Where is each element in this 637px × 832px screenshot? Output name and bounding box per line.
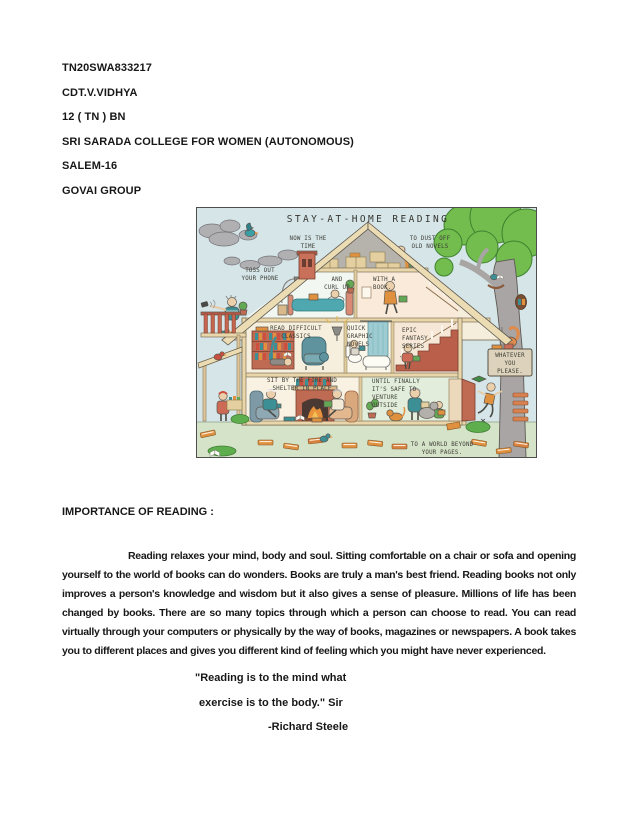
label-venture-4: OUTSIDE xyxy=(372,403,398,409)
bed-person xyxy=(331,290,339,298)
label-classics-1: READ DIFFICULT xyxy=(270,326,322,332)
student-header-block xyxy=(62,56,354,203)
stay-at-home-reading-illustration xyxy=(196,207,537,458)
label-now-2: TIME xyxy=(300,244,316,250)
quote-block xyxy=(195,666,348,740)
illustration-title: STAY-AT-HOME READING xyxy=(286,214,450,225)
label-fantasy-1: EPIC xyxy=(402,328,417,334)
quote-line-1: "Reading is to the mind what xyxy=(195,672,347,684)
label-book-1: WITH A xyxy=(373,277,396,283)
header-line-college: SRI SARADA COLLEGE FOR WOMEN (AUTONOMOUS) xyxy=(62,135,354,148)
body-paragraph: Reading relaxes your mind, body and soul. Sitting comfortable on a chair or sofa and opening yourself to the world of books can do wonders. Books are truly a man's best friend. Reading books not only improves a person's knowledge and wisdom but it also gives a sense of pleasure. Millions of life has been changed by books. There are so many topics through which a person can choose to read. You can read virtually through your computers or physically by the way of books, magazines or newspapers. A book takes you to different places and gives you different kind of feeling which you might have never experienced. xyxy=(62,550,576,657)
label-world-1: TO A WORLD BEYOND xyxy=(410,442,474,448)
section-heading: IMPORTANCE OF READING : xyxy=(62,506,214,518)
doorway xyxy=(449,379,462,421)
label-graphic-3: NOVELS xyxy=(347,342,370,348)
label-dust-2: OLD NOVELS xyxy=(411,244,449,250)
header-line-id: TN20SWA833217 xyxy=(62,62,152,74)
bathtub xyxy=(363,356,390,367)
label-venture-2: IT'S SAFE TO xyxy=(372,387,417,393)
quote-attribution: -Richard Steele xyxy=(268,721,349,733)
quote-line-2: exercise is to the body." Sir xyxy=(199,696,343,709)
label-fantasy-3: SERIES xyxy=(402,344,425,350)
label-now-1: NOW IS THE xyxy=(289,236,327,242)
label-whatever-2: YOU xyxy=(504,361,516,367)
label-graphic-2: GRAPHIC xyxy=(347,334,373,340)
label-fantasy-2: FANTASY xyxy=(402,336,428,342)
label-toss-1: TOSS OUT xyxy=(245,268,275,274)
open-door xyxy=(462,379,475,421)
label-world-2: YOUR PAGES. xyxy=(421,450,463,456)
label-curl-2: CURL UP xyxy=(324,285,350,291)
label-venture-3: VENTURE xyxy=(372,395,398,401)
header-line-battalion: 12 ( TN ) BN xyxy=(62,111,126,123)
label-classics-2: CLASSICS xyxy=(281,334,311,340)
label-graphic-1: QUICK xyxy=(347,326,366,332)
label-whatever-3: PLEASE. xyxy=(497,369,523,375)
label-dust-1: TO DUST OFF xyxy=(409,236,451,242)
label-fire-2: SHELTER IN PLACE xyxy=(272,386,332,392)
label-fire-1: SIT BY THE FIRE AND xyxy=(266,378,338,384)
label-toss-2: YOUR PHONE xyxy=(241,276,279,282)
header-line-group: GOVAI GROUP xyxy=(62,184,142,197)
chimney xyxy=(297,251,317,279)
header-line-name: CDT.V.VIDHYA xyxy=(62,86,138,99)
header-line-city: SALEM-16 xyxy=(62,160,118,172)
label-whatever-1: WHATEVER xyxy=(495,353,525,359)
label-curl-1: AND xyxy=(331,277,343,283)
label-venture-1: UNTIL FINALLY xyxy=(372,379,420,385)
label-book-2: BOOK. xyxy=(373,285,392,291)
